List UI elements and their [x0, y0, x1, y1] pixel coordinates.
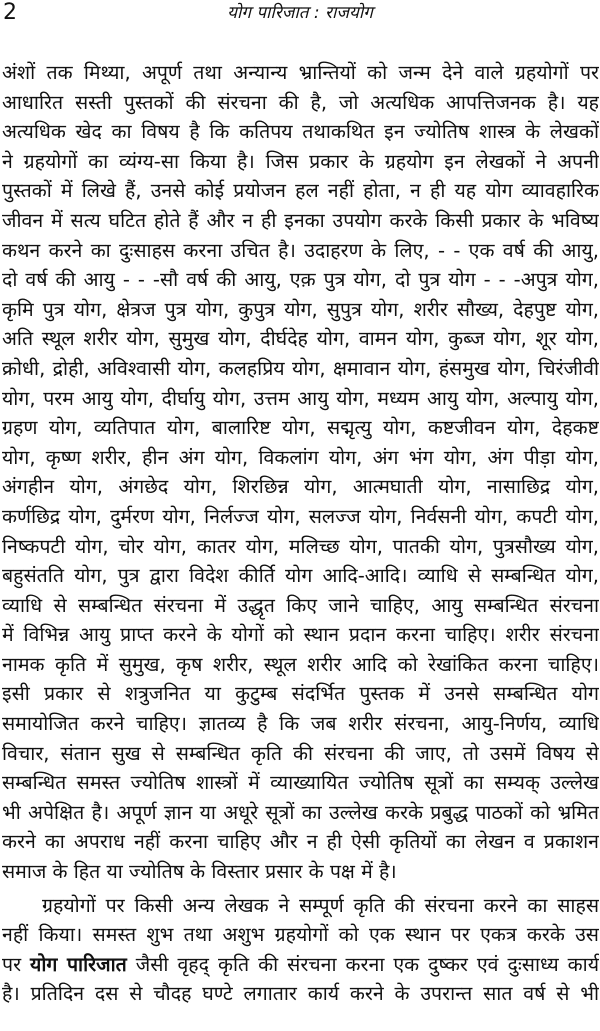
- body-text: [2, 58, 599, 1009]
- book-title: योग पारिजात: [30, 952, 127, 976]
- page-header: [0, 0, 600, 26]
- running-title: योग पारिजात : राजयोग: [227, 3, 373, 23]
- text-line: कथन करने का दुःसाहस करना उचित है। उदाहरण के लिए, - - एक वर्ष की आयु,: [2, 238, 599, 262]
- text-line: में विभिन्न आयु प्राप्त करने के योगों को स्थान प्रदान करना चाहिए। शरीर संरचना: [2, 623, 599, 647]
- text-line: दो वर्ष की आयु - - -सौ वर्ष की आयु, एक़ पुत्र योग, दो पुत्र योग - - -अपुत्र योग,: [2, 268, 599, 292]
- paragraph-1: [2, 58, 599, 887]
- text-line: विचार, संतान सुख से सम्बन्धित कृति की संरचना की जाए, तो उसमें विषय से: [2, 741, 599, 765]
- text-line: अत्यधिक खेद का विषय है कि कतिपय तथाकथित इन ज्योतिष शास्त्र के लेखकों: [2, 120, 599, 144]
- text-line: पुस्तकों में लिखे हैं, उनसे कोई प्रयोजन हल नहीं होता, न ही यह योग व्यावहारिक: [2, 179, 599, 203]
- text-line: निष्कपटी योग, चोर योग, कातर योग, मलिच्छ योग, पातकी योग, पुत्रसौख्य योग,: [2, 534, 599, 558]
- text-line: कर्णछिद्र योग, दुर्मरण योग, निर्लज्ज योग, सलज्ज योग, निर्वसनी योग, कपटी योग,: [2, 504, 599, 528]
- text-segment: जैसी वृहद् कृति की संरचना करना एक दुष्कर एवं दुःसाध्य कार्य: [126, 952, 599, 976]
- text-line: योग, कृष्ण शरीर, हीन अंग योग, विकलांग योग, अंग भंग योग, अंग पीड़ा योग,: [2, 445, 599, 469]
- text-line: करने का अपराध नहीं करना चाहिए और न ही ऐसी कृतियों का लेखन व प्रकाशन: [2, 830, 599, 854]
- text-line: बहुसंतति योग, पुत्र द्वारा विदेश कीर्ति योग आदि-आदि। व्याधि से सम्बन्धित योग,: [2, 564, 599, 588]
- text-line: अंशों तक मिथ्या, अपूर्ण तथा अन्यान्य भ्रान्तियों को जन्म देने वाले ग्रहयोगों पर: [2, 61, 599, 84]
- text-line: नहीं किया। समस्त शुभ तथा अशुभ ग्रहयोगों को एक स्थान पर एकत्र करके उस: [2, 923, 599, 947]
- text-line: समायोजित करने चाहिए। ज्ञातव्य है कि जब शरीर संरचना, आयु-निर्णय, व्याधि: [2, 712, 599, 736]
- text-line: अति स्थूल शरीर योग, सुमुख योग, दीर्घदेह योग, वामन योग, कुब्ज योग, शूर योग,: [2, 327, 599, 351]
- text-line: जीवन में सत्य घटित होते हैं और न ही इनका उपयोग करके किसी प्रकार के भविष्य: [2, 208, 599, 232]
- text-line: है। प्रतिदिन दस से चौदह घण्टे लगातार कार्य करने के उपरान्त सात वर्ष से भी: [2, 982, 599, 1006]
- text-segment: पर: [2, 952, 31, 976]
- text-line: आधारित सस्ती पुस्तकों की संरचना की है, जो अत्यधिक आपत्तिजनक है। यह: [2, 90, 599, 114]
- text-line: व्याधि से सम्बन्धित संरचना में उद्धृत किए जाने चाहिए, आयु सम्बन्धित संरचना: [2, 593, 599, 617]
- text-line: इसी प्रकार से शत्रुजनित या कुटुम्ब संदर्भित पुस्तक में उनसे सम्बन्धित योग: [2, 682, 599, 706]
- text-line: ने ग्रहयोगों का व्यंग्य-सा किया है। जिस प्रकार के ग्रहयोग इन लेखकों ने अपनी: [2, 149, 599, 173]
- text-line: भी अपेक्षित है। अपूर्ण ज्ञान या अधूरे सूत्रों का उल्लेख करके प्रबुद्ध पाठकों को भ्रमित: [2, 800, 599, 824]
- text-line: नामक कृति में सुमुख, कृष शरीर, स्थूल शरीर आदि को रेखांकित करना चाहिए।: [2, 652, 599, 676]
- text-line: योग, परम आयु योग, दीर्घायु योग, उत्तम आयु योग, मध्यम आयु योग, अल्पायु योग,: [2, 386, 599, 410]
- text-line: कृमि पुत्र योग, क्षेत्रज पुत्र योग, कुपुत्र योग, सुपुत्र योग, शरीर सौख्य, देहपुष्ट योग,: [2, 297, 599, 321]
- page-number: 2: [3, 0, 17, 25]
- text-line-with-book-title: [2, 950, 599, 980]
- text-line: सम्बन्धित समस्त ज्योतिष शास्त्रों में व्याख्यायित ज्योतिष सूत्रों का सम्यक् उल्लेख: [2, 771, 599, 795]
- paragraph-2: [2, 891, 599, 1009]
- text-line: क्रोधी, द्रोही, अविश्वासी योग, कलहप्रिय योग, क्षमावान योग, हंसमुख योग, चिरंजीवी: [2, 356, 599, 380]
- text-line: अंगहीन योग, अंगछेद योग, शिरछिन्न योग, आत्मघाती योग, नासाछिद्र योग,: [2, 475, 599, 499]
- text-line: समाज के हित या ज्योतिष के विस्तार प्रसार के पक्ष में है।: [2, 860, 397, 884]
- text-line: ग्रहयोगों पर किसी अन्य लेखक ने सम्पूर्ण कृति की संरचना करने का साहस: [42, 893, 599, 917]
- text-line: ग्रहण योग, व्यतिपात योग, बालारिष्ट योग, सद्मृत्यु योग, कष्टजीवन योग, देहकष्ट: [2, 416, 599, 440]
